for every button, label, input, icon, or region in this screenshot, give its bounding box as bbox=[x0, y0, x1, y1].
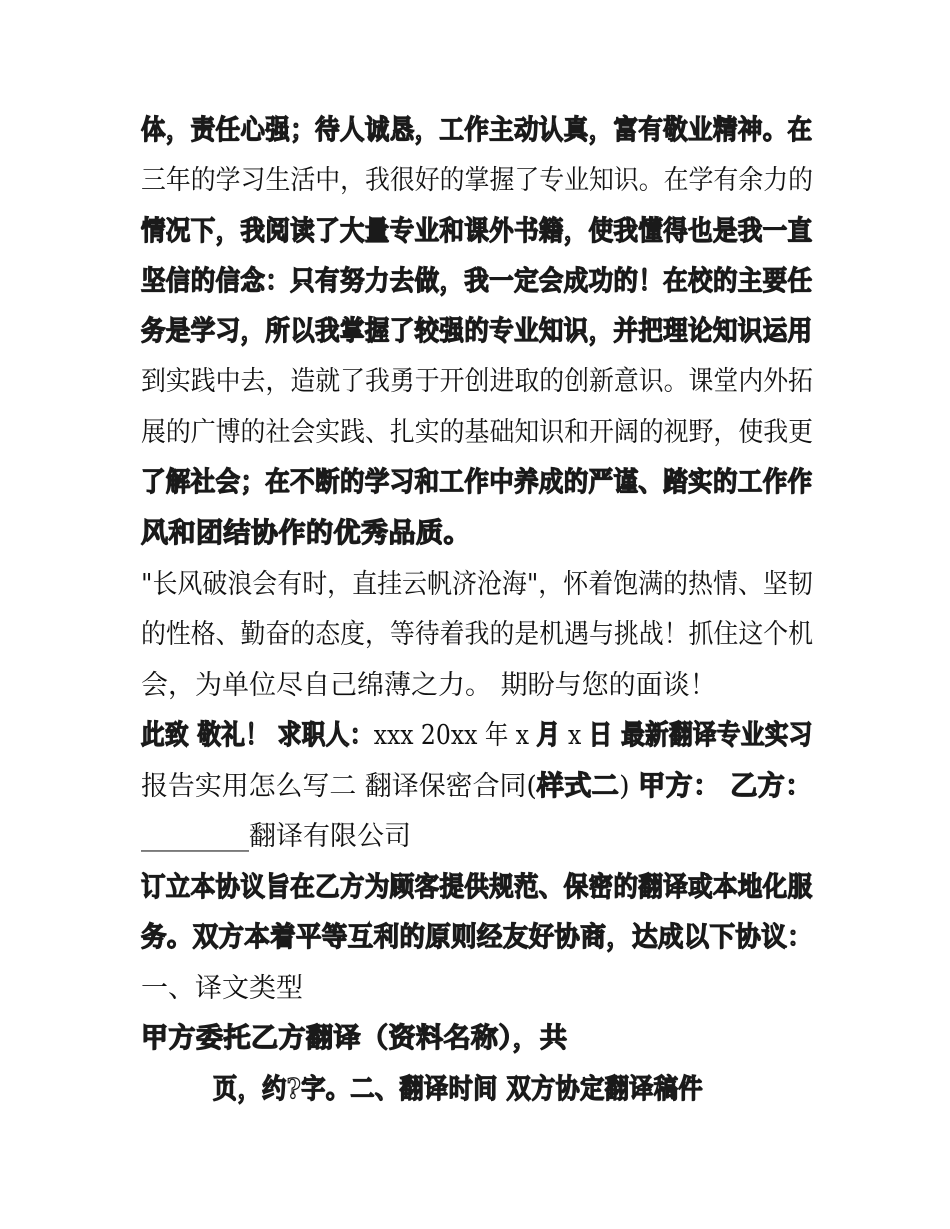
text-line bbox=[141, 1019, 813, 1059]
text-segment: x bbox=[560, 720, 589, 751]
text-segment: 务是学习，所以我掌握了较强的专业知识，并把理论知识运用 bbox=[141, 316, 813, 347]
text-segment: 一、译文类型 bbox=[141, 973, 303, 1004]
text-segment: 甲方： 乙方： bbox=[638, 771, 813, 802]
text-line bbox=[141, 615, 813, 655]
text-segment: 样式二 bbox=[536, 771, 620, 802]
text-segment: ________翻译有限公司 bbox=[141, 821, 411, 852]
text-segment: 到实践中去，造就了我勇于开创进取的创新意识。课堂内外拓 bbox=[141, 366, 813, 397]
text-line bbox=[141, 918, 814, 958]
text-segment: 三年的学习生活中，我很好的掌握了专业知识。在学有余力的 bbox=[141, 165, 813, 196]
text-line bbox=[141, 969, 813, 1009]
text-segment: 报告实用怎么写二 翻译保密合同( bbox=[141, 771, 537, 802]
text-segment: ) bbox=[619, 771, 639, 802]
text-segment: xxx 20xx 年 x bbox=[373, 720, 537, 751]
text-line bbox=[141, 514, 813, 554]
text-segment: "长风破浪会有时，直挂云帆济沧海"，怀着饱满的热情、坚韧 bbox=[141, 569, 813, 600]
text-line bbox=[141, 262, 813, 302]
text-segment: 订立本协议旨在乙方为顾客提供规范、保密的翻译或本地化服 bbox=[141, 872, 813, 903]
text-line bbox=[141, 565, 813, 605]
text-segment: 会，为单位尽自己绵薄之力。 期盼与您的面谈！ bbox=[141, 670, 717, 701]
text-segment: ?字。二、翻译时间 双方协定翻译稿件 bbox=[286, 1074, 703, 1105]
text-segment: 了解社会；在不断的学习和工作中养成的严谨、踏实的工作作 bbox=[141, 467, 813, 498]
text-line bbox=[141, 463, 813, 503]
text-line bbox=[141, 716, 813, 756]
text-segment: 的性格、勤奋的态度，等待着我的是机遇与挑战！抓住这个机 bbox=[141, 619, 813, 650]
text-segment: 页，约 bbox=[213, 1074, 287, 1105]
text-segment: 日 最新翻译专业实习 bbox=[588, 720, 813, 751]
text-segment: 坚信的信念：只有努力去做，我一定会成功的！在校的主要任 bbox=[141, 266, 813, 297]
text-segment: 体，责任心强；待人诚恳，工作主动认真，富有敬业精神。在 bbox=[141, 115, 813, 146]
text-line bbox=[213, 1070, 813, 1110]
text-line bbox=[141, 161, 813, 201]
text-line bbox=[141, 212, 813, 252]
text-segment: 甲方委托乙方翻译（资料名称） bbox=[141, 1023, 513, 1054]
text-segment: ，共 bbox=[512, 1023, 568, 1054]
text-segment: 风和团结协作的优秀品质。 bbox=[141, 518, 471, 549]
text-line bbox=[141, 111, 813, 151]
text-line bbox=[141, 817, 813, 857]
text-segment: 情况下，我阅读了大量专业和课外书籍，使我懂得也是我一直 bbox=[141, 216, 813, 247]
text-line bbox=[141, 868, 813, 908]
text-line bbox=[141, 413, 813, 453]
text-segment: 务。双方本着平等互利的原则经友好协商，达成以下协议： bbox=[141, 922, 814, 953]
text-line bbox=[141, 312, 813, 352]
text-segment: 月 bbox=[536, 720, 561, 751]
text-line bbox=[141, 666, 813, 706]
text-segment: 展的广博的社会实践、扎实的基础知识和开阔的视野，使我更 bbox=[141, 417, 813, 448]
text-line bbox=[141, 767, 811, 807]
text-segment: 此致 敬礼！ 求职人： bbox=[141, 720, 374, 751]
text-line bbox=[141, 362, 813, 402]
